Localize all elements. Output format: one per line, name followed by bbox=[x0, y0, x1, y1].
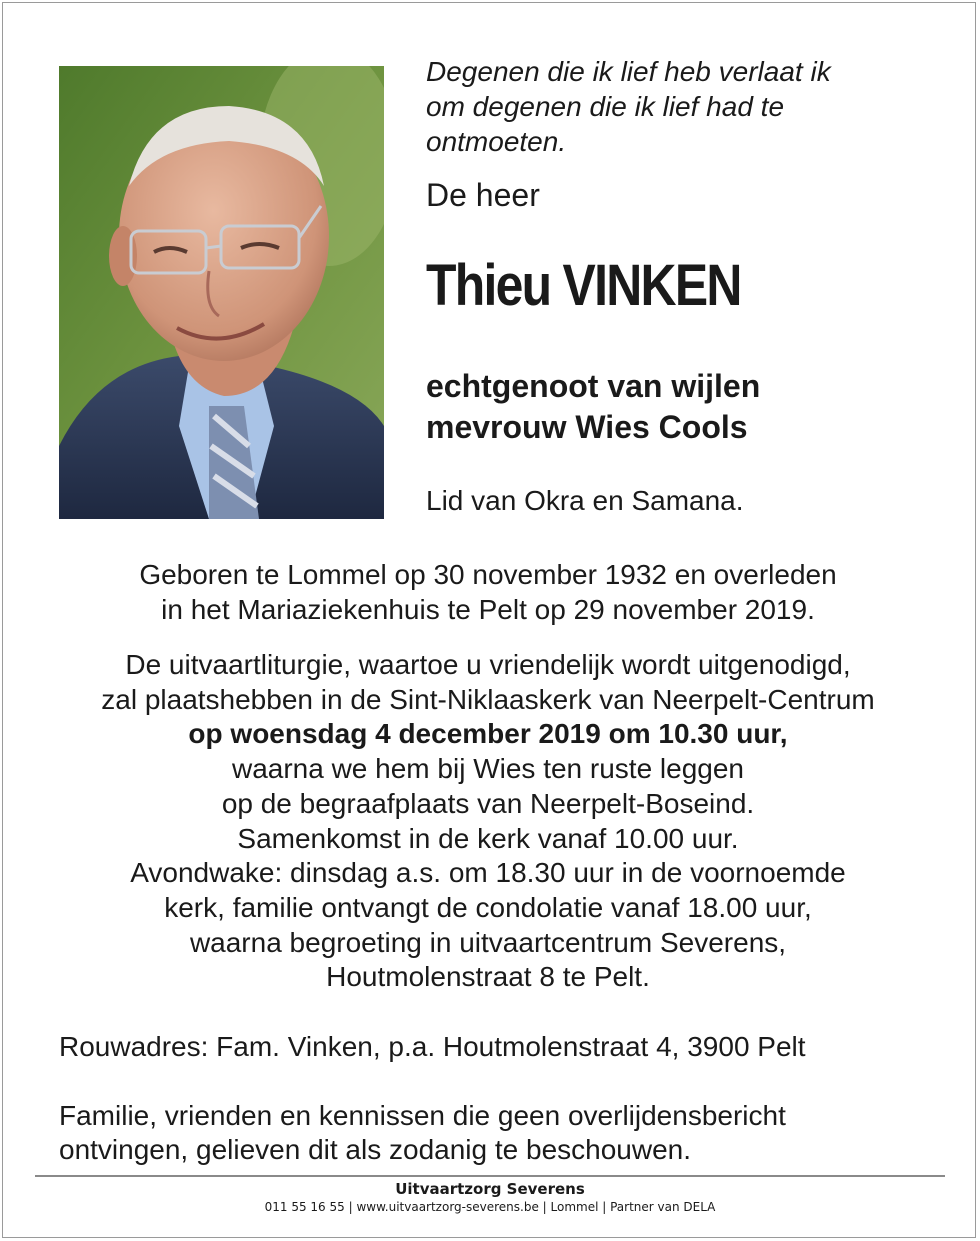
memorial-quote bbox=[426, 54, 926, 159]
spouse-line: echtgenoot van wijlen bbox=[426, 368, 761, 404]
funeral-line: op de begraafplaats van Neerpelt-Boseind. bbox=[221, 787, 755, 819]
funeral-line: kerk, familie ontvangt de condolatie vanaf 18.00 uur, bbox=[164, 891, 812, 923]
salutation: De heer bbox=[426, 177, 540, 213]
funeral-line: Avondwake: dinsdag a.s. om 18.30 uur in de voornoemde bbox=[130, 857, 846, 889]
quote-line: om degenen die ik lief had te bbox=[426, 91, 785, 122]
notice-line: ontvingen, gelieven dit als zodanig te beschouwen. bbox=[59, 1134, 691, 1165]
funeral-line: zal plaatshebben in de Sint-Niklaaskerk van Neerpelt-Centrum bbox=[101, 683, 875, 715]
funeral-home-name: Uitvaartzorg Severens bbox=[395, 1180, 585, 1198]
funeral-date-line: op woensdag 4 december 2019 om 10.30 uur, bbox=[188, 718, 788, 750]
funeral-line: waarna begroeting in uitvaartcentrum Severens, bbox=[189, 926, 787, 958]
birth-death-line: Geboren te Lommel op 30 november 1932 en overleden bbox=[139, 559, 837, 590]
notice-text bbox=[59, 1099, 939, 1167]
deceased-name: Thieu VINKEN bbox=[426, 253, 741, 318]
funeral-line: De uitvaartliturgie, waartoe u vriendelijk wordt uitgenodigd, bbox=[125, 649, 851, 680]
quote-line: Degenen die ik lief heb verlaat ik bbox=[426, 56, 831, 87]
quote-line: ontmoeten. bbox=[426, 126, 567, 157]
spouse-info bbox=[426, 366, 926, 448]
birth-death-info bbox=[0, 558, 976, 627]
membership: Lid van Okra en Samana. bbox=[426, 485, 744, 516]
birth-death-line: in het Mariaziekenhuis te Pelt op 29 november 2019. bbox=[161, 593, 815, 625]
notice-line: Familie, vrienden en kennissen die geen overlijdensbericht bbox=[59, 1100, 786, 1131]
funeral-line: waarna we hem bij Wies ten ruste leggen bbox=[231, 753, 745, 785]
mourning-address: Rouwadres: Fam. Vinken, p.a. Houtmolenstraat 4, 3900 Pelt bbox=[59, 1031, 806, 1062]
funeral-info bbox=[0, 648, 976, 995]
funeral-line: Samenkomst in de kerk vanaf 10.00 uur. bbox=[237, 822, 739, 854]
funeral-home-contact: 011 55 16 55 | www.uitvaartzorg-severens.be | Lommel | Partner van DELA bbox=[264, 1200, 716, 1214]
footer-divider bbox=[35, 1175, 945, 1177]
funeral-line: Houtmolenstraat 8 te Pelt. bbox=[326, 961, 650, 993]
spouse-line: mevrouw Wies Cools bbox=[426, 409, 748, 445]
portrait-photo bbox=[59, 66, 384, 519]
